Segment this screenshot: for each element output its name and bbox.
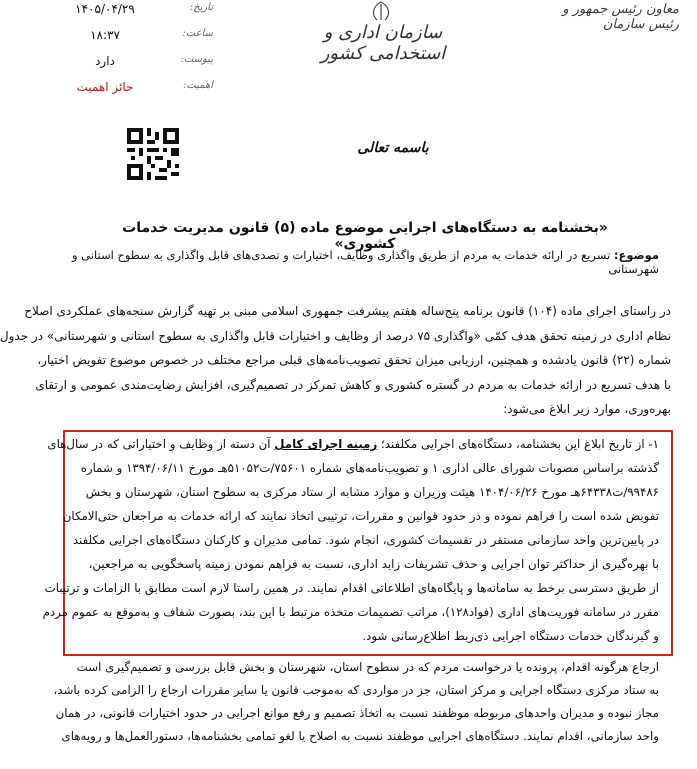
item-1-line: تفویض شده است را فراهم نموده و در حدود قوانین و مقررات، ترتیبی اتخاذ نمایند که ارائه خدمات به مراجعان حتی‌الامکان [62, 509, 659, 523]
meta-block [55, 2, 215, 102]
item-1-emphasis: زمینه اجرای کامل [274, 437, 378, 451]
item-1-line: با بهره‌گیری از حداکثر توان اجرایی و حذف تشریفات زاید اداری، نسبت به فراهم نمودن زمینه پاسخگویی به مراجعین، [88, 557, 659, 571]
intro-line: با هدف تسریع در ارائه خدمات به مردم در گستره کشوری و کاهش تمرکز در تصمیم‌گیری، افزایش رضایت‌مندی عمومی و ارتقای [35, 377, 671, 392]
item-1 [42, 432, 667, 648]
intro-line: بهره‌وری، موارد زیر ابلاغ می‌شود: [503, 402, 671, 416]
date-label: تاریخ: [189, 2, 213, 13]
intro-line: نظام اداری در زمینه تحقق هدف کمّی «واگذاری ۷۵ درصد از وظایف و اختیارات قابل واگذاری به سطوح استانی و شهرستانی» در جدول [0, 328, 671, 343]
following-line: ارجاع هرگونه اقدام، پرونده یا درخواست مردم که در سطوح استان، شهرستان و بخش قابل بررسی و تصمیم‌گیری است [76, 660, 659, 674]
item-1-line: مقرر در سامانه فوریت‌های اداری (فواد۱۲۸)، مراتب تصمیمات متخذه مرتبط با این بند، بصورت شفاف و به‌موقع به عموم مردم [42, 605, 659, 619]
subject-line [59, 248, 659, 276]
priority-label: اهمیت: [182, 80, 213, 91]
qr-code-icon [127, 128, 179, 180]
document-title: «بخشنامه به دستگاه‌های اجرایی موضوع ماده (۵) قانون مدیریت خدمات کشوری» [122, 220, 608, 252]
subject-text: تسریع در ارائه خدمات به مردم از طریق واگذاری وظایف، اختیارات و تصدی‌های قابل واگذاری به سطوح استانی و شهرستانی [71, 248, 659, 276]
org-title: سازمان اداری و استخدامی کشور [320, 22, 446, 64]
subject-label: موضوع: [613, 248, 659, 262]
following-line: به ستاد مرکزی دستگاه اجرایی و مرکز استان، جز در مواردی که به‌موجب قانون یا سایر مقررات ارجاع را الزامی کرده باشد، [53, 683, 659, 697]
item-1-line: ۹۹۴۸۶/ت۶۴۳۳۸هـ مورخ ۱۴۰۴/۰۶/۲۶ هیئت وزیران و موارد مشابه از ستاد مرکزی به سطوح استان، شهرستان و بخش [85, 485, 659, 499]
item-1-line: و گیرندگان خدمات دستگاه اجرایی ذی‌ربط اطلاع‌رسانی شود. [362, 629, 659, 643]
item-number: ۱- [648, 437, 659, 451]
item-1-lead: از تاریخ ابلاغ این بخشنامه، دستگاه‌های اجرایی مکلفند؛ [381, 437, 645, 451]
intro-line: شماره (۲۲) قانون یادشده و همچنین، ارزیابی میزان تحقق تصویب‌نامه‌های قبلی مراجع مختلف در خصوص موضوع تفویض اختیار، [37, 353, 671, 367]
item-1-first-line [47, 432, 667, 456]
date-value: ۱۴۰۵/۰۴/۲۹ [75, 2, 135, 16]
time-value: ۱۸:۳۷ [90, 28, 120, 42]
time-label: ساعت: [182, 28, 213, 39]
item-1-line: در پایین‌ترین واحد سازمانی مستقر در تقسیمات کشوری، انجام شود. تمامی مدیران و کارکنان دستگاه‌های اجرایی مکلفند [72, 533, 659, 547]
basmala: باسمه تعالی [357, 140, 429, 156]
item-1-line: گذشته براساس مصوبات شورای عالی اداری ۱ و تصویب‌نامه‌های شماره ۷۵۶۰۱/ت۵۱۰۵۲هـ مورخ ۱۳۹۴/۰۶/۱۱ و شماره [80, 461, 659, 475]
following-paragraph [53, 656, 667, 748]
intro-paragraph [0, 298, 671, 421]
attachment-value: دارد [95, 54, 115, 68]
intro-line: در راستای اجرای ماده (۱۰۴) قانون برنامه پنج‌ساله هفتم پیشرفت جمهوری اسلامی مبنی بر تهیه گزارش سنجه‌های عملکردی اصلاح [24, 304, 671, 318]
following-line: مجاز نبوده و مدیران واحدهای مربوطه موظفند نسبت به اتخاذ تصمیم و رفع موانع اجرایی در حدود اختیارات قانونی، در همان [55, 706, 659, 720]
header-vp-title [539, 2, 679, 32]
item-1-lead-rest: آن دسته از وظایف و اختیاراتی که در سال‌های [47, 437, 271, 451]
following-line: واحد سازمانی، اقدام نمایند. دستگاه‌های اجرایی موظفند نسبت به اصلاح یا لغو تمامی بخشنامه‌ها، دستورالعمل‌ها و رویه‌های [61, 729, 659, 743]
vp-title-text: معاون رئیس جمهور و رئیس سازمان [562, 2, 679, 32]
attachment-label: پیوست: [180, 54, 213, 65]
priority-value: حائز اهمیت [76, 80, 134, 94]
item-1-line: از طریق دسترسی برخط به سامانه‌ها و پایگاه‌های اطلاعاتی اقدام نمایند. در همین راستا لازم است مطابق با الزامات و ترتیبات [44, 581, 659, 595]
emblem-icon [351, 0, 411, 22]
